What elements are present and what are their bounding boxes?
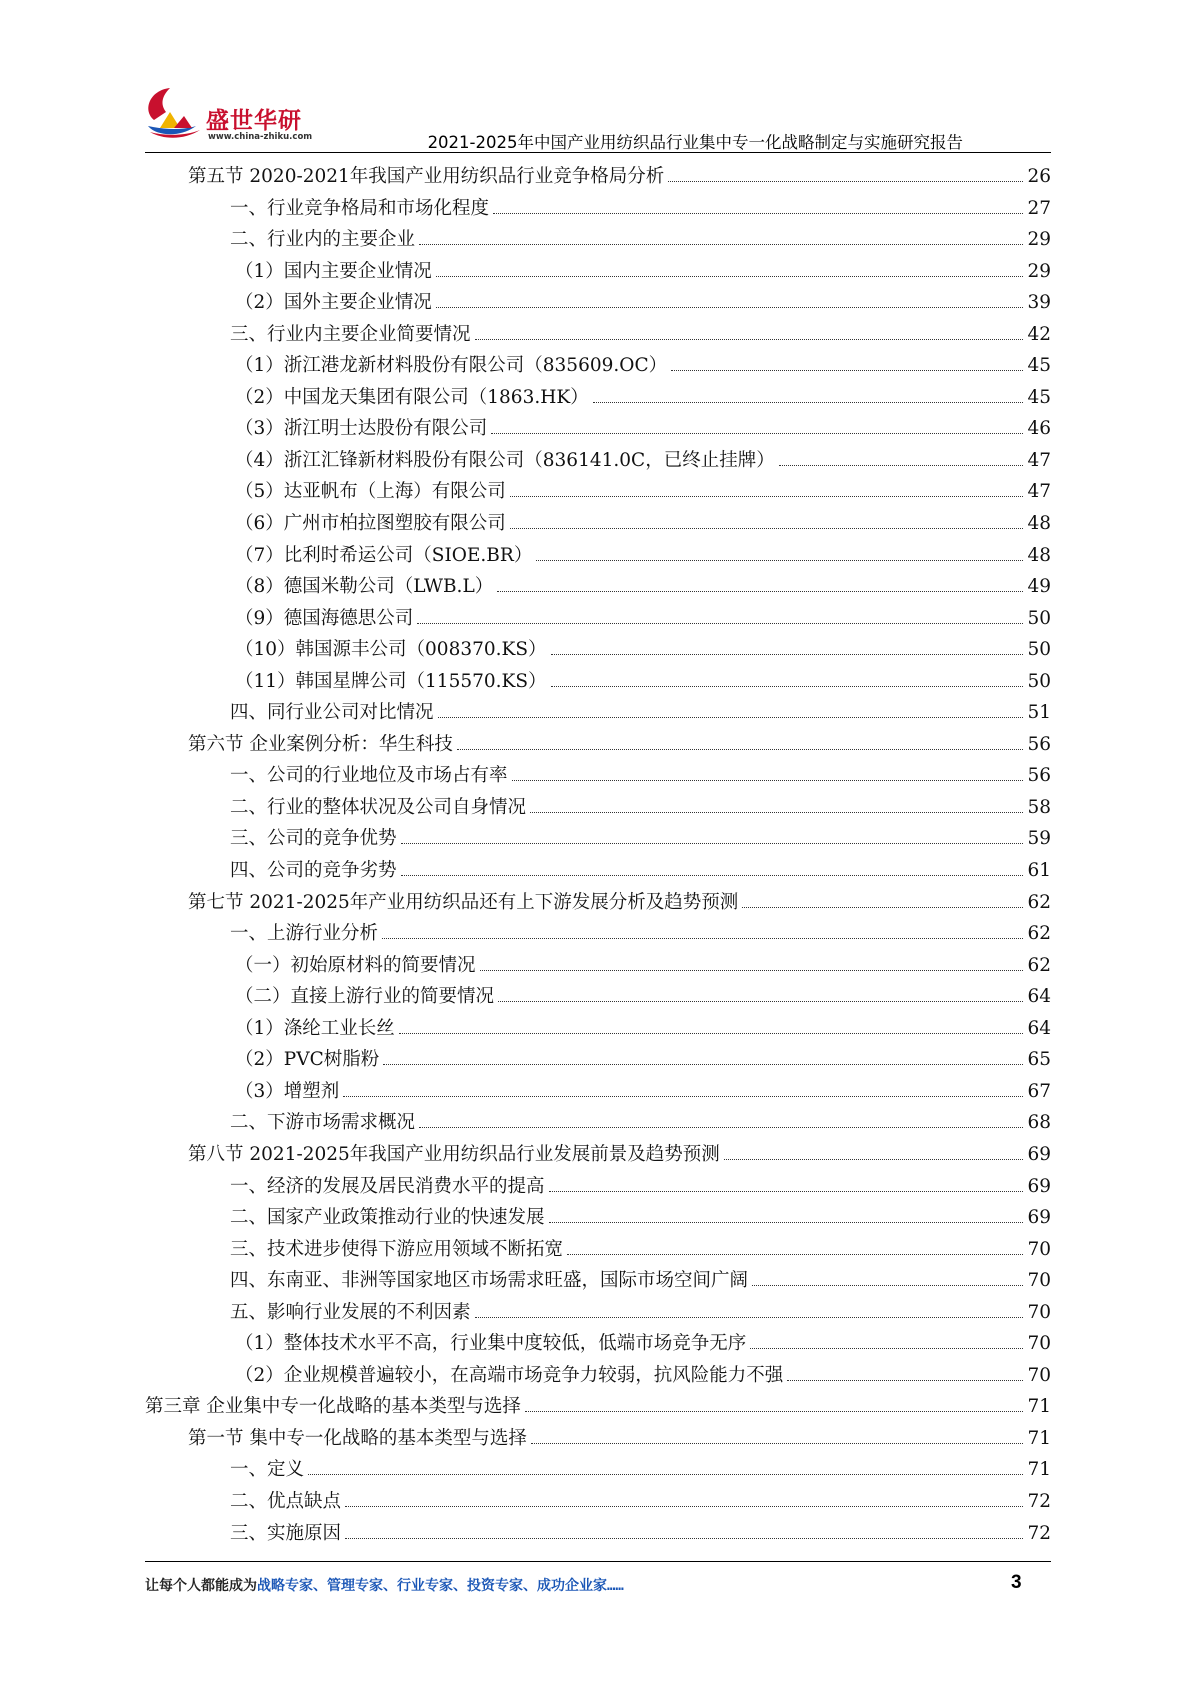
footer-slogan-lead: 让每个人都能成为 — [145, 1578, 257, 1594]
toc-entry[interactable] — [145, 1423, 1051, 1455]
toc-leader-dots — [549, 1222, 1024, 1223]
logo-url: www.china-zhiku.com — [208, 132, 313, 142]
toc-entry[interactable] — [145, 1391, 1051, 1423]
toc-entry[interactable] — [145, 319, 1051, 351]
toc-entry[interactable] — [145, 382, 1051, 414]
toc-entry-page: 45 — [1027, 386, 1051, 408]
toc-leader-dots — [724, 1159, 1024, 1160]
toc-entry-page: 69 — [1027, 1175, 1051, 1197]
toc-leader-dots — [419, 1127, 1023, 1128]
toc-entry-page: 47 — [1027, 449, 1051, 471]
toc-entry-page: 68 — [1027, 1112, 1051, 1134]
toc-entry-page: 50 — [1027, 670, 1051, 692]
toc-leader-dots — [493, 213, 1023, 214]
toc-leader-dots — [531, 1443, 1024, 1444]
toc-leader-dots — [419, 244, 1023, 245]
toc-entry-page: 47 — [1027, 481, 1051, 503]
toc-entry-title: （1）浙江港龙新材料股份有限公司（835609.OC） — [235, 355, 668, 377]
toc-leader-dots — [308, 1474, 1023, 1475]
toc-leader-dots — [382, 938, 1023, 939]
toc-entry[interactable] — [145, 1486, 1051, 1518]
toc-leader-dots — [551, 686, 1024, 687]
toc-entry-title: 二、下游市场需求概况 — [230, 1112, 416, 1134]
toc-entry-title: 二、行业的整体状况及公司自身情况 — [230, 796, 527, 818]
toc-leader-dots — [480, 970, 1024, 971]
toc-entry-title: 第七节 2021-2025年产业用纺织品还有上下游发展分析及趋势预测 — [188, 891, 739, 913]
toc-entry-page: 51 — [1027, 702, 1051, 724]
toc-entry[interactable] — [145, 1139, 1051, 1171]
toc-entry[interactable] — [145, 350, 1051, 382]
toc-leader-dots — [401, 843, 1024, 844]
toc-entry[interactable] — [145, 603, 1051, 635]
toc-entry-page: 62 — [1027, 954, 1051, 976]
toc-entry[interactable] — [145, 1297, 1051, 1329]
toc-entry-page: 64 — [1027, 986, 1051, 1008]
toc-leader-dots — [787, 1380, 1023, 1381]
toc-entry-title: 二、优点缺点 — [230, 1490, 342, 1512]
toc-entry-page: 70 — [1027, 1364, 1051, 1386]
toc-entry[interactable] — [145, 1454, 1051, 1486]
toc-leader-dots — [457, 749, 1024, 750]
toc-entry-page: 70 — [1027, 1333, 1051, 1355]
toc-entry-title: 三、技术进步使得下游应用领域不断拓宽 — [230, 1238, 564, 1260]
toc-entry[interactable] — [145, 1265, 1051, 1297]
toc-entry-page: 72 — [1027, 1522, 1051, 1544]
toc-entry-title: （3）浙江明士达股份有限公司 — [235, 418, 488, 440]
toc-entry-title: 三、公司的竞争优势 — [230, 828, 397, 850]
toc-entry-title: 第六节 企业案例分析：华生科技 — [188, 733, 453, 755]
toc-leader-dots — [401, 875, 1024, 876]
toc-entry-title: （5）达亚帆布（上海）有限公司 — [235, 481, 506, 503]
toc-entry-page: 69 — [1027, 1143, 1051, 1165]
toc-entry[interactable] — [145, 540, 1051, 572]
toc-leader-dots — [549, 1191, 1024, 1192]
toc-entry-page: 56 — [1027, 733, 1051, 755]
toc-entry-title: 五、影响行业发展的不利因素 — [230, 1301, 471, 1323]
toc-entry-title: 三、行业内主要企业简要情况 — [230, 323, 471, 345]
toc-leader-dots — [551, 654, 1024, 655]
toc-leader-dots — [498, 1001, 1023, 1002]
toc-entry[interactable] — [145, 224, 1051, 256]
toc-entry-title: （4）浙江汇锋新材料股份有限公司（836141.0C，已终止挂牌） — [235, 449, 775, 471]
footer-divider — [145, 1561, 1051, 1562]
toc-entry-title: （7）比利时希运公司（SIOE.BR） — [235, 544, 533, 566]
toc-entry-page: 71 — [1027, 1427, 1051, 1449]
toc-entry-page: 42 — [1027, 323, 1051, 345]
toc-entry-title: （2）PVC树脂粉 — [235, 1049, 380, 1071]
toc-entry-page: 27 — [1027, 197, 1051, 219]
toc-entry[interactable] — [145, 571, 1051, 603]
toc-entry-title: （2）中国龙天集团有限公司（1863.HK） — [235, 386, 589, 408]
toc-leader-dots — [383, 1064, 1023, 1065]
toc-entry[interactable] — [145, 413, 1051, 445]
toc-entry-page: 59 — [1027, 828, 1051, 850]
toc-entry-title: 第五节 2020-2021年我国产业用纺织品行业竞争格局分析 — [188, 166, 665, 187]
toc-entry[interactable] — [145, 981, 1051, 1013]
toc-leader-dots — [436, 276, 1024, 277]
toc-entry[interactable] — [145, 1360, 1051, 1392]
toc-entry-title: （1）整体技术水平不高，行业集中度较低，低端市场竞争无序 — [235, 1333, 747, 1355]
toc-leader-dots — [530, 812, 1023, 813]
toc-entry-page: 39 — [1027, 292, 1051, 314]
footer-slogan-highlight: 战略专家、管理专家、行业专家、投资专家、成功企业家…… — [257, 1578, 624, 1594]
toc-leader-dots — [475, 339, 1024, 340]
toc-entry[interactable] — [145, 1328, 1051, 1360]
toc-entry-page: 70 — [1027, 1238, 1051, 1260]
toc-entry[interactable] — [145, 666, 1051, 698]
toc-leader-dots — [671, 370, 1023, 371]
toc-entry-page: 70 — [1027, 1301, 1051, 1323]
toc-entry-page: 26 — [1027, 166, 1051, 187]
toc-entry-title: （1）涤纶工业长丝 — [235, 1017, 395, 1039]
toc-entry-page: 50 — [1027, 607, 1051, 629]
toc-entry-title: 四、公司的竞争劣势 — [230, 860, 397, 882]
toc-leader-dots — [497, 591, 1023, 592]
toc-entry[interactable] — [145, 887, 1051, 919]
toc-entry[interactable] — [145, 1202, 1051, 1234]
toc-leader-dots — [345, 1538, 1023, 1539]
toc-entry-page: 65 — [1027, 1049, 1051, 1071]
toc-leader-dots — [536, 560, 1023, 561]
toc-entry-title: 第三章 企业集中专一化战略的基本类型与选择 — [145, 1396, 521, 1418]
toc-entry-page: 49 — [1027, 576, 1051, 598]
toc-entry-title: 一、行业竞争格局和市场化程度 — [230, 197, 490, 219]
toc-entry-page: 61 — [1027, 860, 1051, 882]
toc-entry-title: 四、同行业公司对比情况 — [230, 702, 434, 724]
toc-entry[interactable] — [145, 508, 1051, 540]
toc-entry-title: 第一节 集中专一化战略的基本类型与选择 — [188, 1427, 527, 1449]
toc-entry-title: 二、行业内的主要企业 — [230, 229, 416, 251]
toc-leader-dots — [668, 181, 1023, 182]
toc-entry[interactable] — [145, 760, 1051, 792]
toc-entry-title: （3）增塑剂 — [235, 1080, 340, 1102]
toc-leader-dots — [399, 1033, 1024, 1034]
toc-leader-dots — [742, 907, 1023, 908]
toc-entry[interactable] — [145, 1234, 1051, 1266]
toc-leader-dots — [512, 780, 1024, 781]
toc-entry-page: 50 — [1027, 639, 1051, 661]
toc-entry-title: 三、实施原因 — [230, 1522, 342, 1544]
toc-entry-page: 67 — [1027, 1080, 1051, 1102]
toc-entry-page: 64 — [1027, 1017, 1051, 1039]
table-of-contents — [145, 161, 1051, 1549]
toc-entry-title: 一、定义 — [230, 1459, 305, 1481]
toc-entry[interactable] — [145, 193, 1051, 225]
toc-entry-page: 62 — [1027, 891, 1051, 913]
toc-entry-page: 29 — [1027, 260, 1051, 282]
toc-entry-page: 48 — [1027, 544, 1051, 566]
toc-entry-title: （1）国内主要企业情况 — [235, 260, 432, 282]
toc-leader-dots — [343, 1096, 1023, 1097]
toc-entry-page: 48 — [1027, 513, 1051, 535]
toc-entry-page: 58 — [1027, 796, 1051, 818]
toc-entry[interactable] — [145, 1013, 1051, 1045]
document-title: 2021-2025年中国产业用纺织品行业集中专一化战略制定与实施研究报告 — [427, 133, 963, 152]
toc-entry-title: 第八节 2021-2025年我国产业用纺织品行业发展前景及趋势预测 — [188, 1143, 720, 1165]
toc-entry[interactable] — [145, 287, 1051, 319]
toc-entry[interactable] — [145, 1171, 1051, 1203]
toc-entry[interactable] — [145, 792, 1051, 824]
toc-entry-title: （2）企业规模普遍较小，在高端市场竞争力较弱，抗风险能力不强 — [235, 1364, 784, 1386]
page-number: 3 — [1011, 1572, 1022, 1593]
toc-entry[interactable] — [145, 855, 1051, 887]
toc-entry-page: 70 — [1027, 1270, 1051, 1292]
toc-entry-title: （8）德国米勒公司（LWB.L） — [235, 576, 494, 598]
toc-entry-page: 29 — [1027, 229, 1051, 251]
toc-leader-dots — [438, 717, 1024, 718]
toc-entry[interactable] — [145, 161, 1051, 193]
toc-entry-page: 69 — [1027, 1207, 1051, 1229]
toc-leader-dots — [475, 1317, 1024, 1318]
toc-leader-dots — [525, 1411, 1024, 1412]
toc-entry-page: 62 — [1027, 923, 1051, 945]
toc-entry[interactable] — [145, 476, 1051, 508]
toc-leader-dots — [567, 1254, 1023, 1255]
toc-leader-dots — [750, 1348, 1023, 1349]
toc-leader-dots — [510, 496, 1024, 497]
toc-leader-dots — [491, 433, 1023, 434]
toc-entry[interactable] — [145, 1107, 1051, 1139]
toc-entry-page: 46 — [1027, 418, 1051, 440]
toc-entry[interactable] — [145, 950, 1051, 982]
toc-leader-dots — [510, 528, 1024, 529]
toc-entry-title: （11）韩国星牌公司（115570.KS） — [235, 670, 547, 692]
toc-entry-title: 一、经济的发展及居民消费水平的提高 — [230, 1175, 545, 1197]
footer-slogan — [145, 1575, 624, 1595]
toc-entry-title: （10）韩国源丰公司（008370.KS） — [235, 639, 547, 661]
toc-entry[interactable] — [145, 697, 1051, 729]
toc-entry-title: （一）初始原材料的简要情况 — [235, 954, 476, 976]
toc-entry-title: 二、国家产业政策推动行业的快速发展 — [230, 1207, 545, 1229]
toc-entry[interactable] — [145, 634, 1051, 666]
toc-entry[interactable] — [145, 823, 1051, 855]
toc-entry-page: 71 — [1027, 1396, 1051, 1418]
toc-entry-page: 45 — [1027, 355, 1051, 377]
toc-entry[interactable] — [145, 445, 1051, 477]
toc-entry-title: 一、上游行业分析 — [230, 923, 379, 945]
toc-entry-page: 56 — [1027, 765, 1051, 787]
toc-leader-dots — [417, 623, 1023, 624]
toc-leader-dots — [345, 1506, 1023, 1507]
toc-entry-page: 72 — [1027, 1490, 1051, 1512]
header-divider — [145, 152, 1051, 153]
toc-leader-dots — [752, 1285, 1023, 1286]
toc-entry-page: 71 — [1027, 1459, 1051, 1481]
toc-entry[interactable] — [145, 1076, 1051, 1108]
toc-entry-title: （9）德国海德思公司 — [235, 607, 414, 629]
toc-leader-dots — [593, 402, 1024, 403]
toc-entry-title: （2）国外主要企业情况 — [235, 292, 432, 314]
toc-entry[interactable] — [145, 729, 1051, 761]
toc-entry-title: （二）直接上游行业的简要情况 — [235, 986, 495, 1008]
logo-wordmark: 盛世华研 — [206, 108, 302, 134]
toc-entry[interactable] — [145, 256, 1051, 288]
toc-leader-dots — [779, 465, 1024, 466]
toc-entry[interactable] — [145, 1518, 1051, 1550]
toc-leader-dots — [436, 307, 1024, 308]
toc-entry-title: （6）广州市柏拉图塑胶有限公司 — [235, 513, 506, 535]
toc-entry[interactable] — [145, 1044, 1051, 1076]
toc-entry-title: 一、公司的行业地位及市场占有率 — [230, 765, 508, 787]
toc-entry[interactable] — [145, 918, 1051, 950]
toc-entry-title: 四、东南亚、非洲等国家地区市场需求旺盛，国际市场空间广阔 — [230, 1270, 749, 1292]
